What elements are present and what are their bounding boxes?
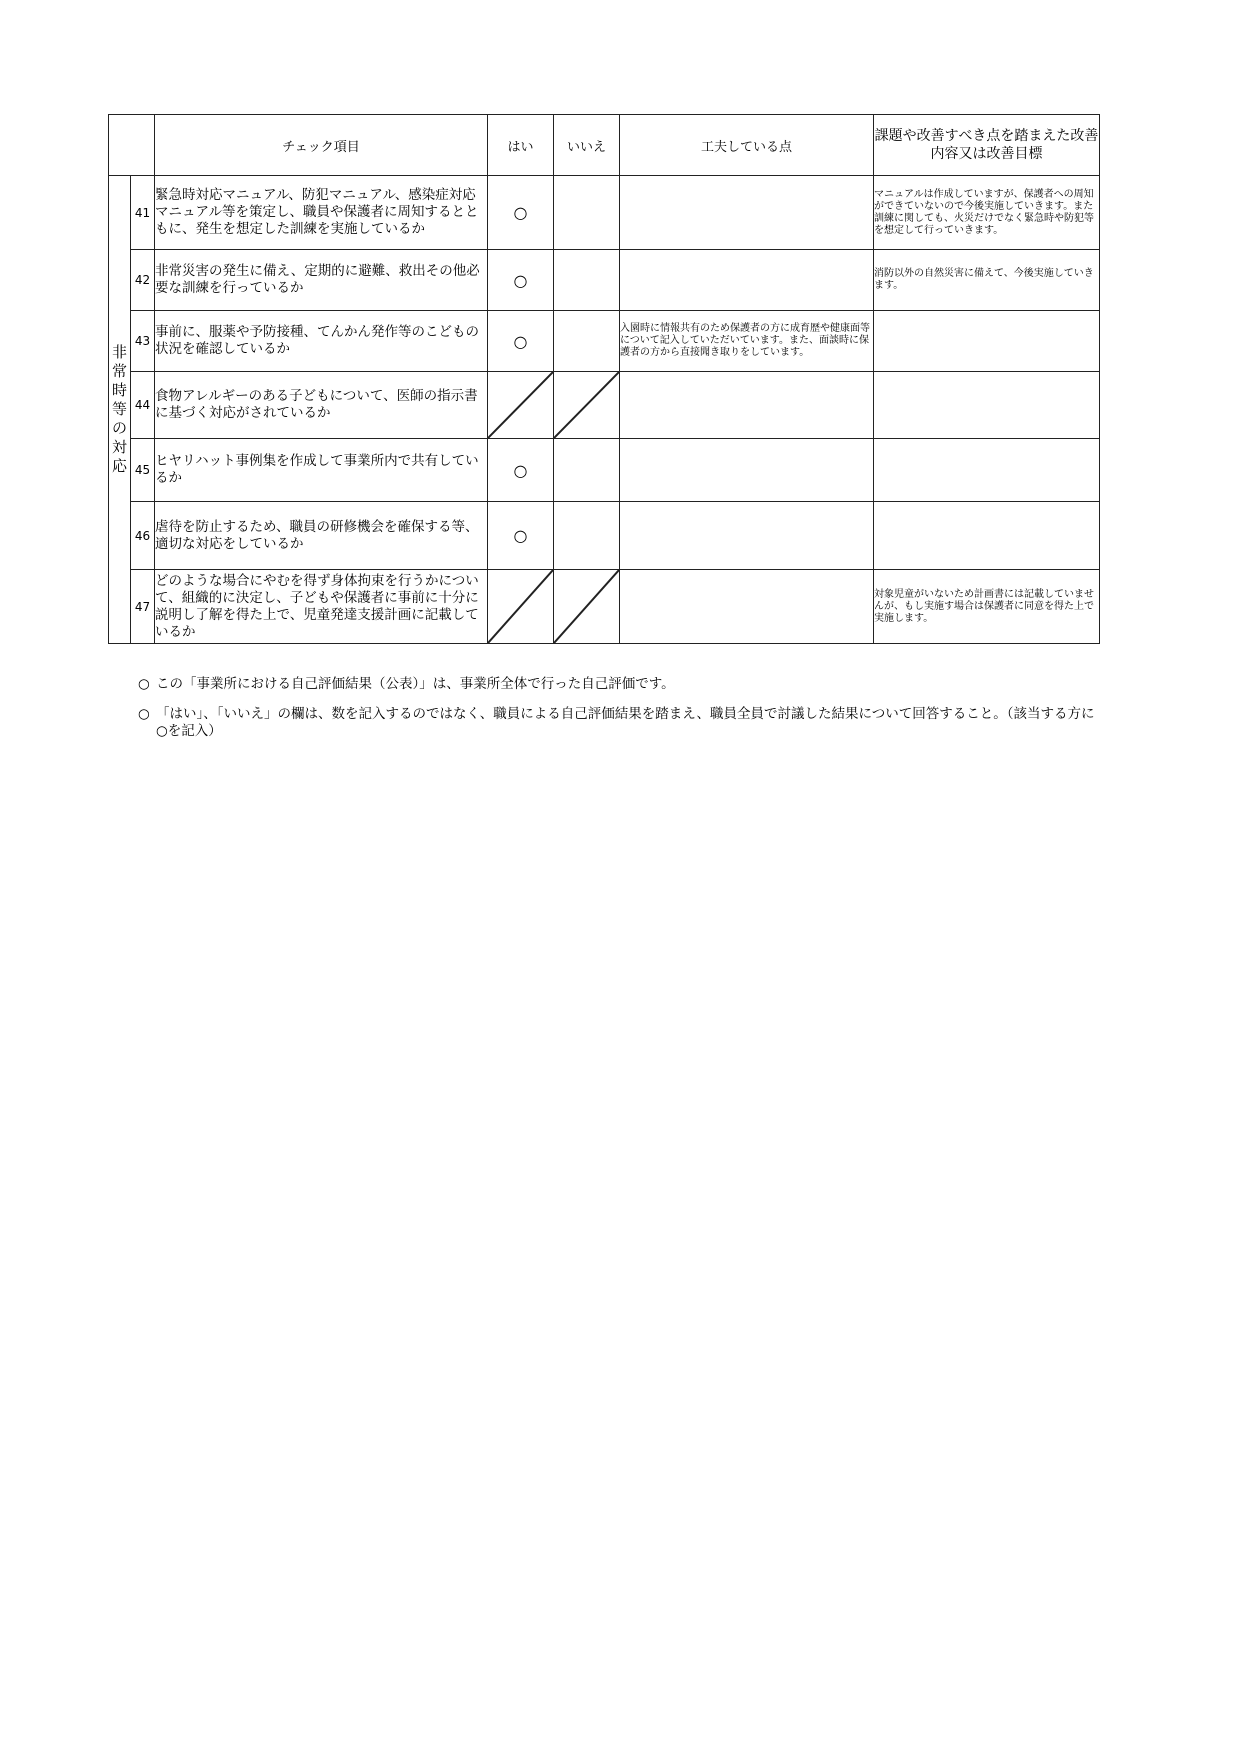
improvement-cell: 消防以外の自然災害に備えて、今後実施していきます。 (874, 250, 1100, 311)
ingenuity-cell (620, 250, 874, 311)
check-item-text: ヒヤリハット事例集を作成して事業所内で共有しているか (155, 439, 488, 502)
ingenuity-cell: 入園時に情報共有のため保護者の方に成育歴や健康面等について記入していただいています。また、面談時に保護者の方から直接聞き取りをしています。 (620, 311, 874, 372)
row-number: 45 (131, 439, 155, 502)
ingenuity-cell (620, 502, 874, 570)
header-check-item: チェック項目 (155, 115, 488, 176)
category-label: 非常時等の対応 (112, 343, 128, 475)
no-cell (554, 311, 620, 372)
note-text: この「事業所における自己評価結果（公表）」は、事業所全体で行った自己評価です。 (156, 676, 675, 692)
improvement-cell (874, 439, 1100, 502)
check-item-text: どのような場合にやむを得ず身体拘束を行うかについて、組織的に決定し、子どもや保護者に事前に十分に説明し了解を得た上で、児童発達支援計画に記載しているか (155, 570, 488, 644)
yes-cell: ○ (488, 439, 554, 502)
yes-cell: ○ (488, 311, 554, 372)
row-number: 46 (131, 502, 155, 570)
ingenuity-cell (620, 439, 874, 502)
ingenuity-cell (620, 372, 874, 439)
improvement-cell (874, 311, 1100, 372)
improvement-cell: マニュアルは作成していますが、保護者への周知ができていないので今後実施していきます。また訓練に関しても、火災だけでなく緊急時や防犯等を想定して行っていきます。 (874, 176, 1100, 250)
row-number: 44 (131, 372, 155, 439)
check-item-text: 非常災害の発生に備え、定期的に避難、救出その他必要な訓練を行っているか (155, 250, 488, 311)
notes-section (138, 676, 1098, 753)
row-number: 42 (131, 250, 155, 311)
no-cell (554, 502, 620, 570)
category-cell (109, 176, 131, 644)
yes-cell: ○ (488, 502, 554, 570)
table-row (109, 311, 1100, 372)
yes-cell-slashed (488, 570, 554, 644)
header-row (109, 115, 1100, 176)
diagonal-slash-icon (554, 570, 619, 643)
header-no: いいえ (554, 115, 620, 176)
diagonal-slash-icon (488, 372, 553, 438)
note-bullet: ○ (138, 706, 150, 722)
yes-cell: ○ (488, 250, 554, 311)
check-item-text: 虐待を防止するため、職員の研修機会を確保する等、適切な対応をしているか (155, 502, 488, 570)
ingenuity-cell (620, 570, 874, 644)
improvement-cell (874, 372, 1100, 439)
header-blank (109, 115, 155, 176)
improvement-cell: 対象児童がいないため計画書には記載していませんが、もし実施す場合は保護者に同意を得た上で実施します。 (874, 570, 1100, 644)
header-improvement: 課題や改善すべき点を踏まえた改善内容又は改善目標 (874, 115, 1100, 176)
no-cell (554, 250, 620, 311)
improvement-cell (874, 502, 1100, 570)
row-number: 47 (131, 570, 155, 644)
note-text: 「はい」、「いいえ」の欄は、数を記入するのではなく、職員による自己評価結果を踏まえ、職員全員で討議した結果について回答すること。（該当する方に○を記入） (156, 706, 1095, 739)
note-bullet: ○ (138, 676, 150, 692)
header-ingenuity: 工夫している点 (620, 115, 874, 176)
check-item-text: 緊急時対応マニュアル、防犯マニュアル、感染症対応マニュアル等を策定し、職員や保護者に周知するとともに、発生を想定した訓練を実施しているか (155, 176, 488, 250)
row-number: 41 (131, 176, 155, 250)
note-item (138, 706, 1098, 740)
no-cell-slashed (554, 570, 620, 644)
self-evaluation-table (108, 114, 1100, 644)
no-cell-slashed (554, 372, 620, 439)
check-item-text: 事前に、服薬や予防接種、てんかん発作等のこどもの状況を確認しているか (155, 311, 488, 372)
table-row (109, 439, 1100, 502)
diagonal-slash-icon (554, 372, 619, 438)
yes-cell-slashed (488, 372, 554, 439)
yes-cell: ○ (488, 176, 554, 250)
check-item-text: 食物アレルギーのある子どもについて、医師の指示書に基づく対応がされているか (155, 372, 488, 439)
table-row (109, 502, 1100, 570)
table-row (109, 372, 1100, 439)
header-yes: はい (488, 115, 554, 176)
no-cell (554, 176, 620, 250)
diagonal-slash-icon (488, 570, 553, 643)
no-cell (554, 439, 620, 502)
table-row (109, 570, 1100, 644)
table-row (109, 250, 1100, 311)
note-item (138, 676, 1098, 693)
row-number: 43 (131, 311, 155, 372)
table-row (109, 176, 1100, 250)
ingenuity-cell (620, 176, 874, 250)
